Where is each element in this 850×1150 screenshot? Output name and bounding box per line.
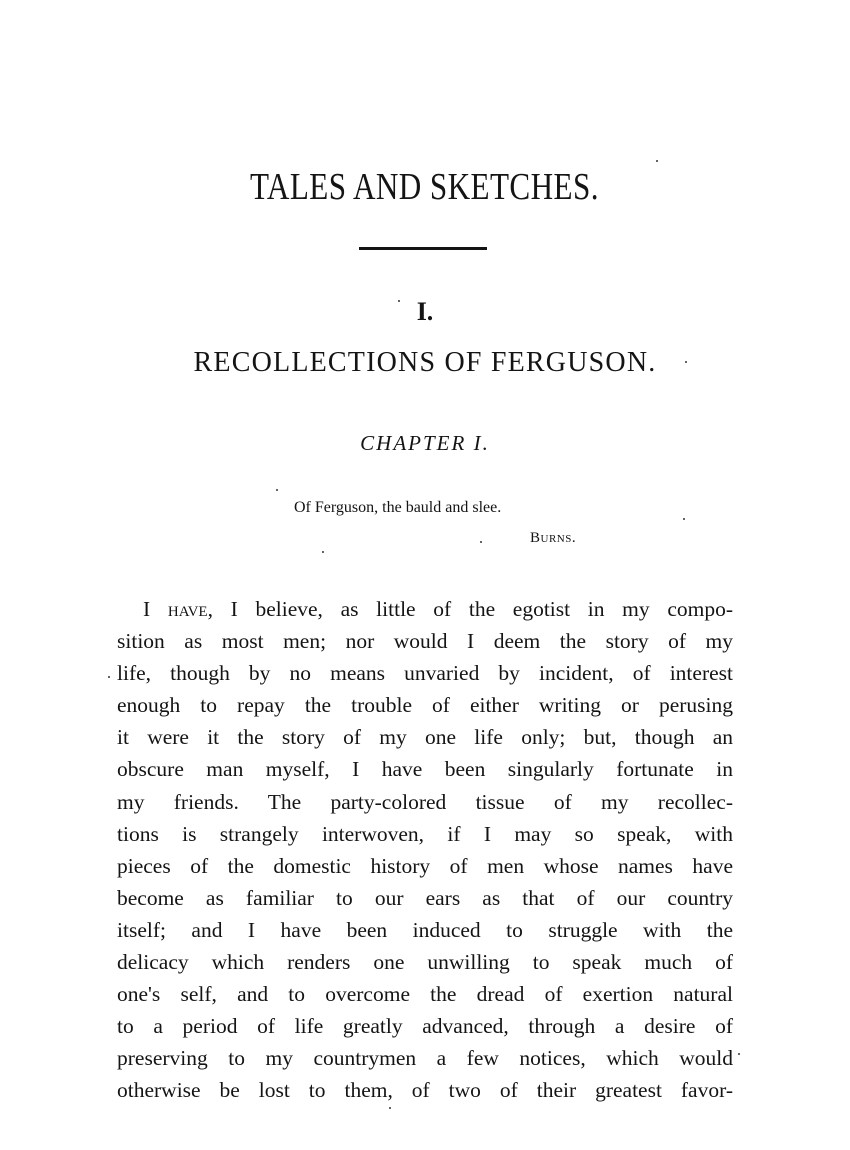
body-line	[117, 593, 733, 625]
section-title: RECOLLECTIONS OF FERGUSON.	[193, 347, 657, 378]
print-speck	[685, 361, 687, 363]
body-line: obscure man myself, I have been singularly fortunate in	[117, 757, 733, 782]
print-speck	[683, 518, 685, 520]
chapter-heading: CHAPTER I.	[360, 431, 490, 455]
body-line: my friends. The party-colored tissue of my recollec-	[117, 789, 733, 814]
title-rule	[359, 247, 487, 250]
print-speck	[322, 551, 324, 553]
body-line: enough to repay the trouble of either writing or perusing	[117, 693, 733, 718]
body-paragraph	[117, 593, 733, 1107]
print-speck	[480, 541, 482, 543]
print-speck	[738, 1053, 740, 1055]
lead-initial: I	[143, 597, 151, 621]
epigraph-quote: Of Ferguson, the bauld and slee.	[294, 499, 502, 516]
body-line: sition as most men; nor would I deem the story of my	[117, 629, 733, 654]
body-line: itself; and I have been induced to struggle with the	[117, 917, 733, 942]
body-line: otherwise be lost to them, of two of their greatest favor-	[117, 1078, 733, 1103]
epigraph-source: Burns.	[530, 530, 577, 546]
body-line: become as familiar to our ears as that of our country	[117, 885, 733, 910]
print-speck	[656, 160, 658, 162]
body-line: to a period of life greatly advanced, through a desire of	[117, 1014, 733, 1039]
body-line: one's self, and to overcome the dread of exertion natural	[117, 982, 733, 1007]
print-speck	[108, 676, 110, 678]
lead-word: have	[167, 597, 208, 621]
body-line: delicacy which renders one unwilling to speak much of	[117, 950, 733, 975]
body-line: tions is strangely interwoven, if I may so speak, with	[117, 821, 733, 846]
section-number: I.	[416, 297, 434, 326]
print-speck	[276, 489, 278, 491]
book-title: TALES AND SKETCHES.	[249, 166, 599, 208]
body-line: it were it the story of my one life only; but, though an	[117, 725, 733, 750]
body-line: pieces of the domestic history of men whose names have	[117, 853, 733, 878]
body-line: life, though by no means unvaried by incident, of interest	[117, 661, 733, 686]
print-speck	[389, 1107, 391, 1109]
body-line: preserving to my countrymen a few notices, which would	[117, 1046, 733, 1071]
print-speck	[398, 300, 400, 302]
first-line-text: , I believe, as little of the egotist in my compo-	[207, 597, 734, 621]
